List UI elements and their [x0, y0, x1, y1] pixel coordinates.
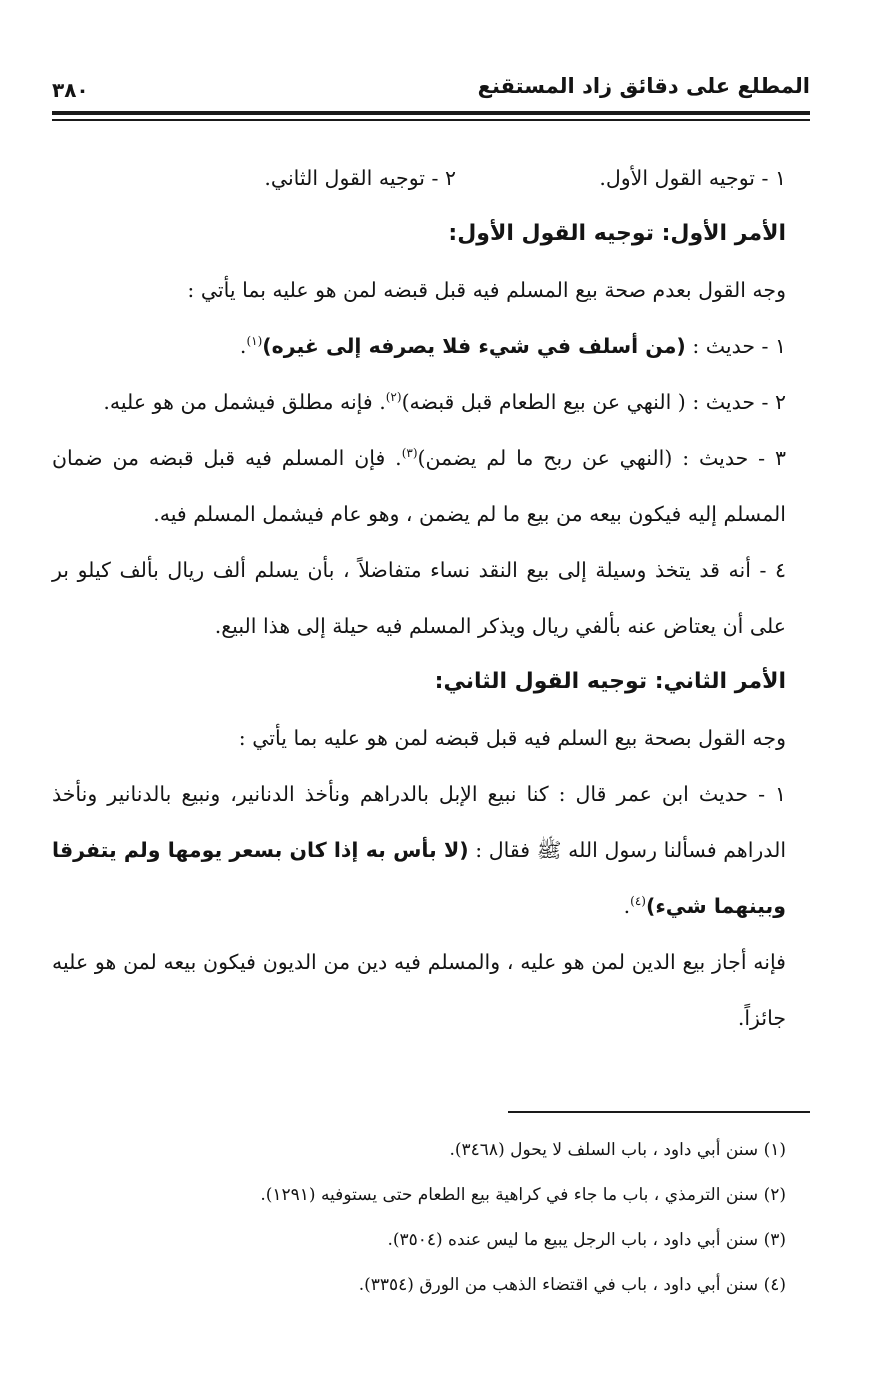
footnote-4: (٤) سنن أبي داود ، باب في اقتضاء الذهب من الورق (٣٣٥٤). — [358, 1275, 786, 1295]
page-number: ٣٨٠ — [52, 78, 89, 102]
footnote-ref-2[interactable]: (٢) — [385, 390, 402, 405]
footnote-ref-1[interactable]: (١) — [246, 334, 263, 349]
footnote-separator — [508, 1111, 810, 1113]
point-3-rest: . فإن المسلم فيه قبل قبضه من ضمان المسلم إليه فيكون بيعه من بيع ما لم يضمن ، وهو عام فيشمل المسلم فيه. — [52, 446, 786, 526]
footnote-3: (٣) سنن أبي داود ، باب الرجل يبيع ما ليس عنده (٣٥٠٤). — [387, 1230, 786, 1250]
point-1-end: . — [239, 334, 247, 358]
footnote-ref-4[interactable]: (٤) — [630, 894, 646, 909]
hadith-quote-2: (لا بأس به إذا كان بسعر يومها ولم يتفرقا وبينهما شيء) — [52, 838, 786, 918]
hadith-narration: ١ - حديث ابن عمر قال : كنا نبيع الإبل بالدراهم ونأخذ الدنانير، ونبيع بالدنانير ونأخذ الدراهم فسألنا رسول الله ﷺ فقال : — [52, 782, 787, 862]
section-1-point-3 — [52, 430, 810, 542]
point-3-lead: ٣ - حديث : (النهي عن ربح ما لم يضمن) — [417, 446, 786, 470]
toc-row — [52, 150, 810, 206]
section-2-heading: الأمر الثاني: توجيه القول الثاني: — [434, 669, 786, 694]
point-1-lead: ١ - حديث : — [685, 334, 786, 358]
footnote-2: (٢) سنن الترمذي ، باب ما جاء في كراهية بيع الطعام حتى يستوفيه (١٢٩١). — [260, 1185, 786, 1205]
point-2-rest: . فإنه مطلق فيشمل من هو عليه. — [103, 390, 386, 414]
section-1-point-4: ٤ - أنه قد يتخذ وسيلة إلى بيع النقد نساء متفاضلاً ، بأن يسلم ألف ريال بألف كيلو بر على أن يعتاض عنه بألفي ريال ويذكر المسلم فيه حيلة إلى هذا البيع. — [52, 558, 786, 638]
section-2-intro: وجه القول بصحة بيع السلم فيه قبل قبضه لمن هو عليه بما يأتي : — [238, 726, 786, 750]
section-1-point-1 — [52, 318, 810, 374]
page-header — [52, 68, 810, 108]
section-2-conclusion: فإنه أجاز بيع الدين لمن هو عليه ، والمسلم فيه دين من الديون فيكون بيعه لمن هو عليه جائزاً. — [52, 950, 786, 1030]
toc-item-1: ١ - توجيه القول الأول. — [599, 166, 786, 190]
header-rule-thin — [52, 119, 810, 121]
section-2-point-1 — [52, 766, 810, 934]
header-rule-thick — [52, 111, 810, 115]
point-end: . — [623, 894, 631, 918]
point-2-lead: ٢ - حديث : ( النهي عن بيع الطعام قبل قبضه) — [401, 390, 786, 414]
running-title: المطلع على دقائق زاد المستقنع — [477, 74, 810, 98]
footnote-1: (١) سنن أبي داود ، باب السلف لا يحول (٣٤٦٨). — [449, 1140, 786, 1160]
hadith-quote-1: (من أسلف في شيء فلا يصرفه إلى غيره) — [262, 334, 686, 358]
section-1-point-2 — [52, 374, 810, 430]
section-1-heading: الأمر الأول: توجيه القول الأول: — [448, 221, 786, 246]
footnote-ref-3[interactable]: (٣) — [401, 446, 418, 461]
section-1-intro: وجه القول بعدم صحة بيع المسلم فيه قبل قبضه لمن هو عليه بما يأتي : — [187, 278, 786, 302]
main-text — [52, 150, 810, 1046]
footnotes — [52, 1128, 786, 1308]
toc-item-2: ٢ - توجيه القول الثاني. — [264, 166, 456, 190]
